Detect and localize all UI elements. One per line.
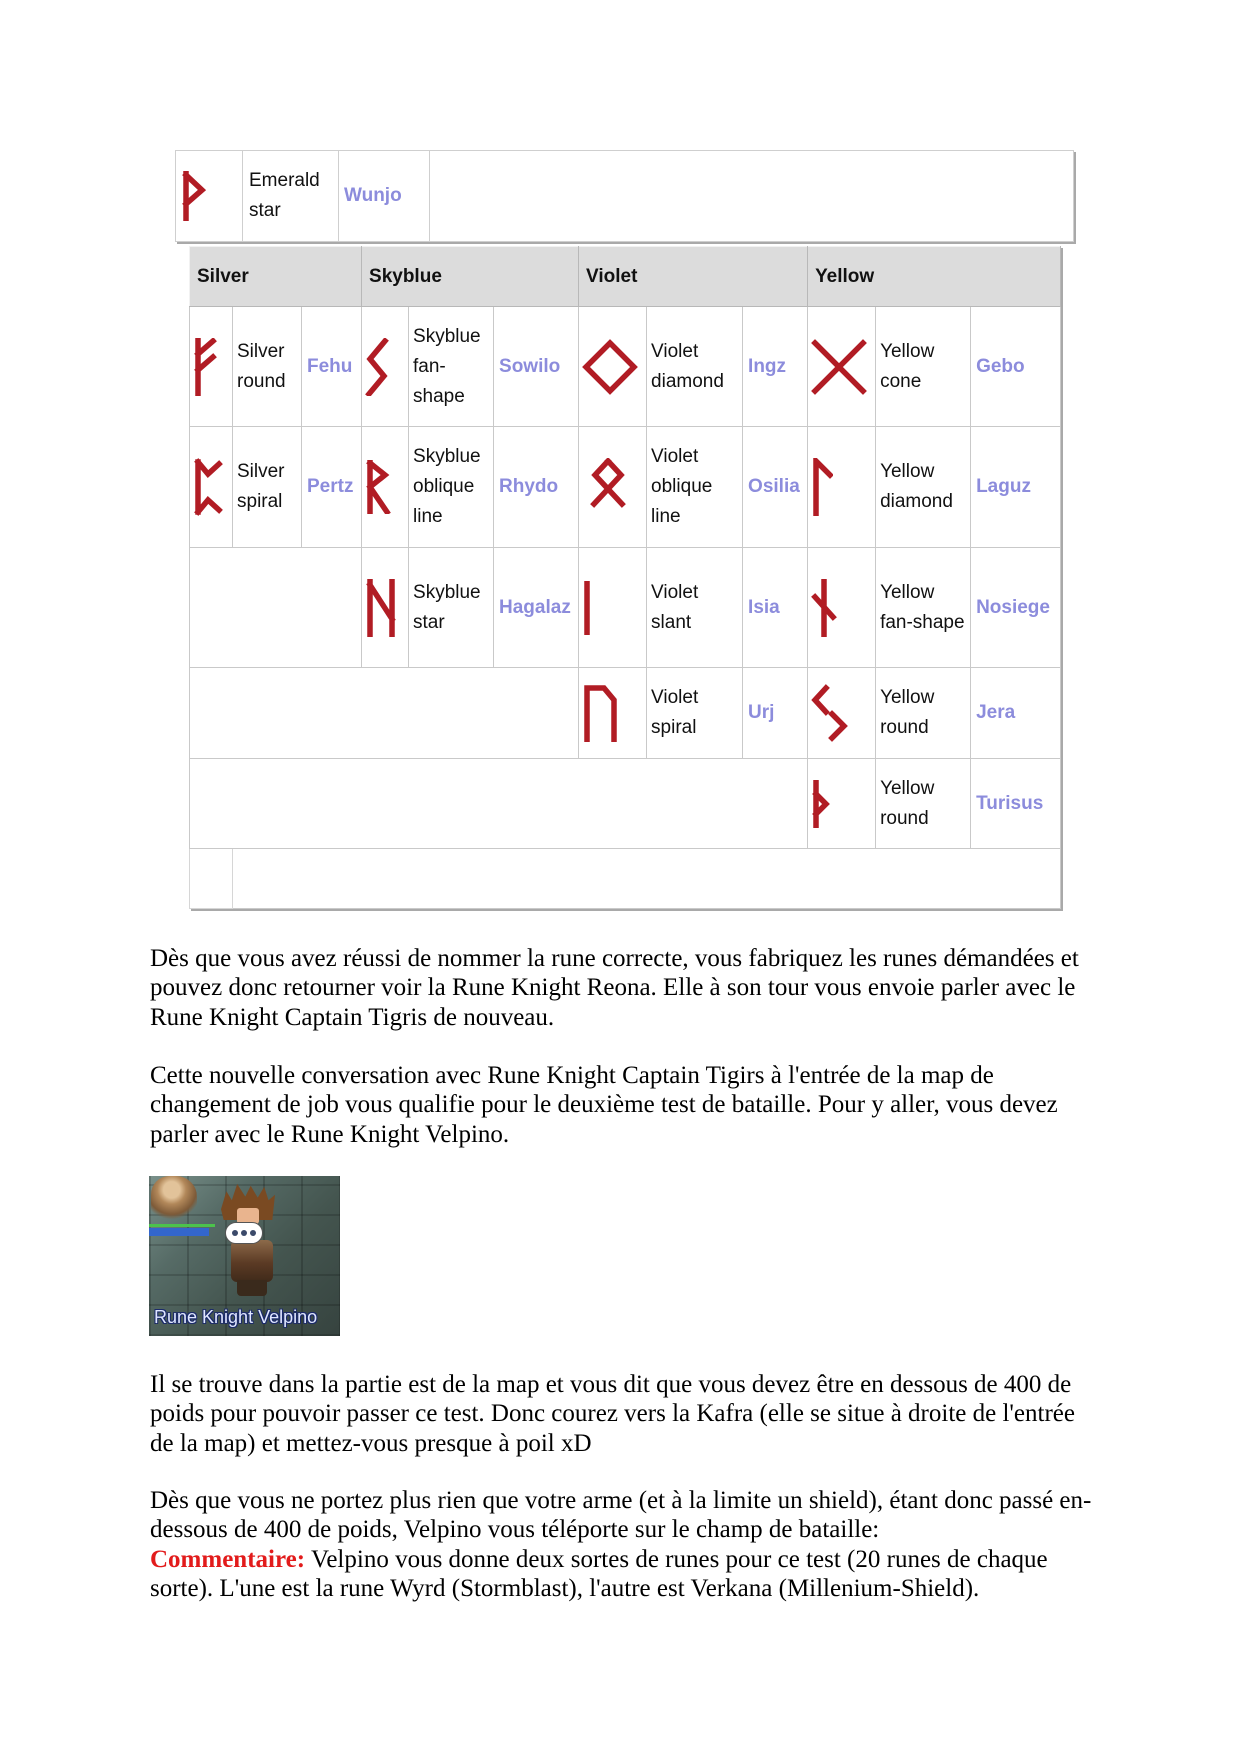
rune-icon-cell	[362, 307, 409, 427]
rune-name-cell	[494, 427, 579, 548]
speech-bubble-icon	[225, 1222, 263, 1244]
table-row	[190, 759, 1061, 849]
sp-bar	[149, 1228, 209, 1236]
rune-name-cell	[971, 548, 1061, 668]
empty-cell	[190, 668, 579, 759]
rune-name-cell	[743, 307, 808, 427]
rune-name: Nosiege	[976, 596, 1050, 618]
rune-name: Urj	[748, 702, 775, 723]
rune-name-cell	[339, 151, 430, 242]
text-line: Rune Knight Captain Tigris de nouveau.	[150, 1003, 555, 1031]
header-skyblue: Skyblue	[362, 247, 579, 307]
rune-icon-cell	[579, 307, 647, 427]
rune-description-cell	[876, 548, 971, 668]
rune-description-cell	[243, 151, 339, 242]
rune-description-cell	[647, 307, 743, 427]
rune-name-cell	[743, 427, 808, 548]
npc-screenshot	[149, 1176, 340, 1336]
jera-rune-icon	[811, 684, 849, 742]
rune-name-cell	[971, 668, 1061, 759]
rune-icon-cell	[190, 307, 233, 427]
table-row	[190, 307, 1061, 427]
rune-name: Fehu	[307, 355, 353, 377]
header-silver: Silver	[190, 247, 362, 307]
rune-icon-cell	[362, 548, 409, 668]
paragraph	[150, 944, 1079, 1032]
rune-description: Silver round	[237, 340, 286, 392]
rune-description-cell	[876, 759, 971, 849]
rune-name-cell	[302, 427, 362, 548]
rune-description: Violet oblique line	[651, 446, 713, 527]
empty-cell	[430, 151, 1074, 242]
text-line: Dès que vous ne portez plus rien que votre arme (et à la limite un shield), étant donc passé en-	[150, 1487, 1092, 1514]
rune-description-cell	[233, 427, 302, 548]
rune-description: Skyblue star	[413, 581, 481, 633]
rune-description: Violet spiral	[651, 687, 699, 738]
rune-name: Sowilo	[499, 355, 561, 377]
table-row	[190, 849, 1061, 909]
hagalaz-rune-icon	[365, 579, 397, 637]
rune-description: Emerald star	[249, 170, 320, 221]
empty-cell	[233, 849, 1061, 909]
isia-rune-icon	[582, 581, 592, 635]
rune-description-cell	[233, 307, 302, 427]
rune-name-cell	[743, 668, 808, 759]
rune-description-cell	[409, 548, 494, 668]
rune-icon-cell	[808, 759, 876, 849]
rune-description: Yellow fan-shape	[880, 581, 965, 633]
rune-description: Yellow round	[880, 777, 935, 829]
rune-description-cell	[647, 427, 743, 548]
rune-icon-cell	[362, 427, 409, 548]
text-line: Dès que vous avez réussi de nommer la rune correcte, vous fabriquez les runes démandées et	[150, 945, 1079, 972]
npc-body	[231, 1240, 273, 1282]
text-line: Il se trouve dans la partie est de la map et vous dit que vous devez être en dessous de 400 de	[150, 1371, 1072, 1398]
table-row	[190, 668, 1061, 759]
paragraph	[150, 1061, 1058, 1149]
comment-label: Commentaire:	[150, 1545, 306, 1573]
rune-name-cell	[971, 307, 1061, 427]
rune-icon-cell	[579, 548, 647, 668]
rune-icon-cell	[176, 151, 243, 242]
rune-description-cell	[876, 668, 971, 759]
osilia-rune-icon	[582, 458, 634, 516]
pertz-rune-icon	[193, 458, 223, 516]
rune-description: Yellow diamond	[880, 461, 953, 512]
ingz-rune-icon	[582, 339, 638, 395]
rune-name-cell	[494, 307, 579, 427]
rune-name-cell	[302, 307, 362, 427]
rune-description-cell	[876, 307, 971, 427]
rune-name-cell	[494, 548, 579, 668]
rune-description-cell	[647, 668, 743, 759]
table-row	[190, 427, 1061, 548]
table-header-row	[190, 247, 1061, 307]
rune-name: Wunjo	[344, 185, 402, 206]
rune-description: Skyblue oblique line	[413, 446, 481, 527]
rune-color-table	[189, 246, 1061, 909]
text-line: parler avec le Rune Knight Velpino.	[150, 1120, 510, 1148]
rune-icon-cell	[808, 427, 876, 548]
sowilo-rune-icon	[365, 338, 389, 396]
rune-icon-cell	[808, 307, 876, 427]
nosiege-rune-icon	[811, 579, 837, 637]
rune-description: Violet slant	[651, 581, 699, 633]
rune-name-cell	[743, 548, 808, 668]
rune-name-cell	[971, 759, 1061, 849]
npc-legs	[237, 1280, 267, 1296]
empty-cell	[190, 759, 808, 849]
rune-name: Hagalaz	[499, 596, 571, 618]
rune-description: Yellow cone	[880, 340, 935, 392]
rune-name: Isia	[748, 596, 780, 618]
rune-name: Osilia	[748, 476, 800, 497]
wunjo-rune-icon	[181, 171, 207, 221]
rune-name: Ingz	[748, 355, 787, 377]
rune-description-cell	[409, 427, 494, 548]
rune-icon-cell	[190, 427, 233, 548]
rune-name: Pertz	[307, 476, 354, 497]
rune-icon-cell	[579, 427, 647, 548]
rune-description: Violet diamond	[651, 340, 724, 392]
header-yellow: Yellow	[808, 247, 1061, 307]
rune-description-cell	[876, 427, 971, 548]
rune-icon-cell	[808, 668, 876, 759]
rune-description-cell	[647, 548, 743, 668]
rune-description: Skyblue fan-shape	[413, 325, 481, 407]
empty-cell	[190, 548, 362, 668]
rune-name: Turisus	[976, 792, 1044, 814]
text-line: dessous de 400 de poids, Velpino vous téléporte sur le champ de bataille:	[150, 1516, 880, 1544]
fehu-rune-icon	[193, 338, 217, 396]
empty-cell	[190, 849, 233, 909]
paragraph	[150, 1370, 1075, 1458]
rune-name: Gebo	[976, 355, 1025, 377]
rune-icon-cell	[808, 548, 876, 668]
npc-name-label: Rune Knight Velpino	[154, 1307, 318, 1327]
text-line: pouvez donc retourner voir la Rune Knight Reona. Elle à son tour vous envoie parler avec le	[150, 974, 1076, 1002]
gebo-rune-icon	[811, 339, 867, 395]
rune-name-cell	[971, 427, 1061, 548]
rune-description: Silver spiral	[237, 461, 285, 512]
text-line: changement de job vous qualifie pour le deuxième test de bataille. Pour y aller, vous devez	[150, 1091, 1058, 1119]
emerald-rune-table	[175, 150, 1074, 242]
rune-icon-cell	[579, 668, 647, 759]
urj-rune-icon	[582, 684, 618, 742]
rune-description: Yellow round	[880, 687, 935, 738]
laguz-rune-icon	[811, 458, 833, 516]
rhydo-rune-icon	[365, 460, 393, 514]
table-row	[190, 548, 1061, 668]
paragraph	[150, 1486, 1091, 1603]
text-line: sorte). L'une est la rune Wyrd (Stormblast), l'autre est Verkana (Millenium-Shield).	[150, 1574, 980, 1602]
rune-name: Laguz	[976, 476, 1031, 497]
rune-name: Jera	[976, 702, 1016, 723]
text-line: poids pour pouvoir passer ce test. Donc courez vers la Kafra (elle se situe à droite de l'entrée	[150, 1400, 1075, 1428]
header-violet: Violet	[579, 247, 808, 307]
comment-line	[150, 1545, 1091, 1574]
table-row	[176, 151, 1074, 242]
hp-bar	[149, 1224, 215, 1227]
text-line: de la map) et mettez-vous presque à poil xD	[150, 1429, 592, 1457]
turisus-rune-icon	[811, 780, 831, 828]
text-line: Cette nouvelle conversation avec Rune Knight Captain Tigirs à l'entrée de la map de	[150, 1062, 994, 1089]
rune-description-cell	[409, 307, 494, 427]
player-sprite	[151, 1176, 197, 1222]
comment-text: Velpino vous donne deux sortes de runes pour ce test (20 runes de chaque	[311, 1545, 1048, 1573]
rune-name: Rhydo	[499, 476, 559, 497]
